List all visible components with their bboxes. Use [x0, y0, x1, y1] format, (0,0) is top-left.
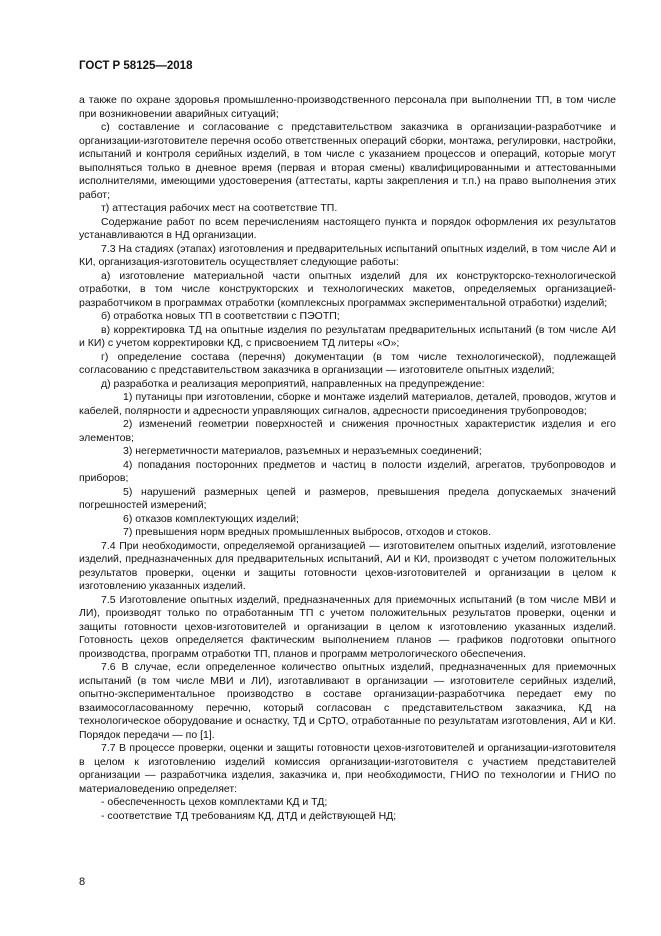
list-item: 3) негерметичности материалов, разъемных и неразъемных соединений; [123, 445, 482, 457]
paragraph: 7.4 При необходимости, определяемой организацией — изготовителем опытных изделий, изготовление изделий, предназначенных для предварительных испытаний, АИ и КИ, производят с учетом положительных результатов проверки, оценки и защиты готовности цехов-изготовителей и организации в целом к изготовлению указанных изделий. [79, 539, 616, 592]
paragraph: а также по охране здоровья промышленно-производственного персонала при выполнении ТП, в том числе при возникновении аварийных ситуаций; [79, 94, 616, 120]
list-item: 1) путаницы при изготовлении, сборке и монтаже изделий материалов, деталей, проводов, жгутов и кабелей, полярности и адресности управляющих сигналов, адресности присоединения трубопроводов; [79, 391, 616, 417]
paragraph: б) отработка новых ТП в соответствии с ПЭОТП; [101, 310, 340, 322]
list-item: 4) попадания посторонних предметов и частиц в полости изделий, агрегатов, трубопроводов и приборов; [79, 458, 616, 484]
paragraph: Содержание работ по всем перечислениям настоящего пункта и порядок оформления их результатов устанавливаются в НД организации. [79, 215, 616, 241]
paragraph: 7.3 На стадиях (этапах) изготовления и предварительных испытаний опытных изделий, в том числе АИ и КИ, организация-изготовитель осуществляет следующие работы: [79, 242, 616, 268]
paragraph: с) составление и согласование с представительством заказчика в организации-разработчике и организации-изготовителе перечня особо ответственных операций сборки, монтажа, регулировки, настройки, испытаний и контроля серийных изделий, в том числе с указанием процессов и операций, которые могут выполняться только в дневное время (первая и вторая смены) квалифицированными и аттестованными исполнителями, имеющими удостоверения (аттестаты, карты закрепления и т.п.) на право выполнения этих работ; [79, 121, 616, 201]
paragraph: в) корректировка ТД на опытные изделия по результатам предварительных испытаний (в том числе АИ и КИ) с учетом корректировки КД, с присвоением ТД литеры «О»; [79, 323, 616, 349]
page-number: 8 [79, 876, 86, 888]
document-standard-header: ГОСТ Р 58125—2018 [79, 60, 193, 72]
list-item: 2) изменений геометрии поверхностей и снижения прочностных характеристик изделия и его элементов; [79, 418, 616, 444]
paragraph: а) изготовление материальной части опытных изделий для их конструкторско-технологической отработки, в том числе конструкторских и технологических макетов, определяемых организацией-разработчиком в программах отработки (комплексных программах экспериментальной отработки) изделий; [79, 269, 616, 309]
list-item: - соответствие ТД требованиям КД, ДТД и действующей НД; [101, 809, 397, 822]
list-item: 7) превышения норм вредных промышленных выбросов, отходов и стоков. [123, 526, 492, 538]
list-item: 6) отказов комплектующих изделий; [123, 512, 299, 525]
list-item: - обеспеченность цехов комплектами КД и ТД; [101, 796, 328, 808]
paragraph: г) определение состава (перечня) документации (в том числе технологической), подлежащей согласованию с представительством заказчика в организации — изготовителе опытных изделий; [79, 350, 616, 376]
document-body [79, 94, 616, 823]
paragraph: д) разработка и реализация мероприятий, направленных на предупреждение: [101, 377, 485, 390]
list-item: 5) нарушений размерных цепей и размеров, превышения предела допускаемых значений погрешностей измерений; [79, 485, 616, 511]
paragraph: 7.7 В процессе проверки, оценки и защиты готовности цехов-изготовителей и организации-изготовителя в целом к изготовлению изделий комиссия организации-изготовителя с участием представителей организации — разработчика изделия, заказчика и, при необходимости, ГНИО по технологии и ГНИО по материаловедению определяет: [79, 742, 616, 795]
paragraph: 7.5 Изготовление опытных изделий, предназначенных для приемочных испытаний (в том числе МВИ и ЛИ), производят только по отработанным ТП с учетом положительных результатов проверки, оценки и защиты готовности цехов-изготовителей и организации в целом к изготовлению указанных изделий. Готовность цехов определяется фактическим выполнением планов — графиков подготовки опытного производства, программ отработки ТП, планов и программ метрологического обеспечения. [79, 593, 616, 660]
paragraph: т) аттестация рабочих мест на соответствие ТП. [101, 202, 338, 214]
paragraph: 7.6 В случае, если определенное количество опытных изделий, предназначенных для приемочных испытаний (в том числе МВИ и ЛИ), изготавливают в организации — изготовителе серийных изделий, опытно-экспериментальное производство в составе организации-разработчика передает ему по взаимосогласованному перечню, который согласован с представительством заказчика, КД на технологическое оборудование и оснастку, ТД и СрТО, отработанные по результатам изготовления, АИ и КИ. Порядок передачи — по [1]. [79, 661, 616, 741]
